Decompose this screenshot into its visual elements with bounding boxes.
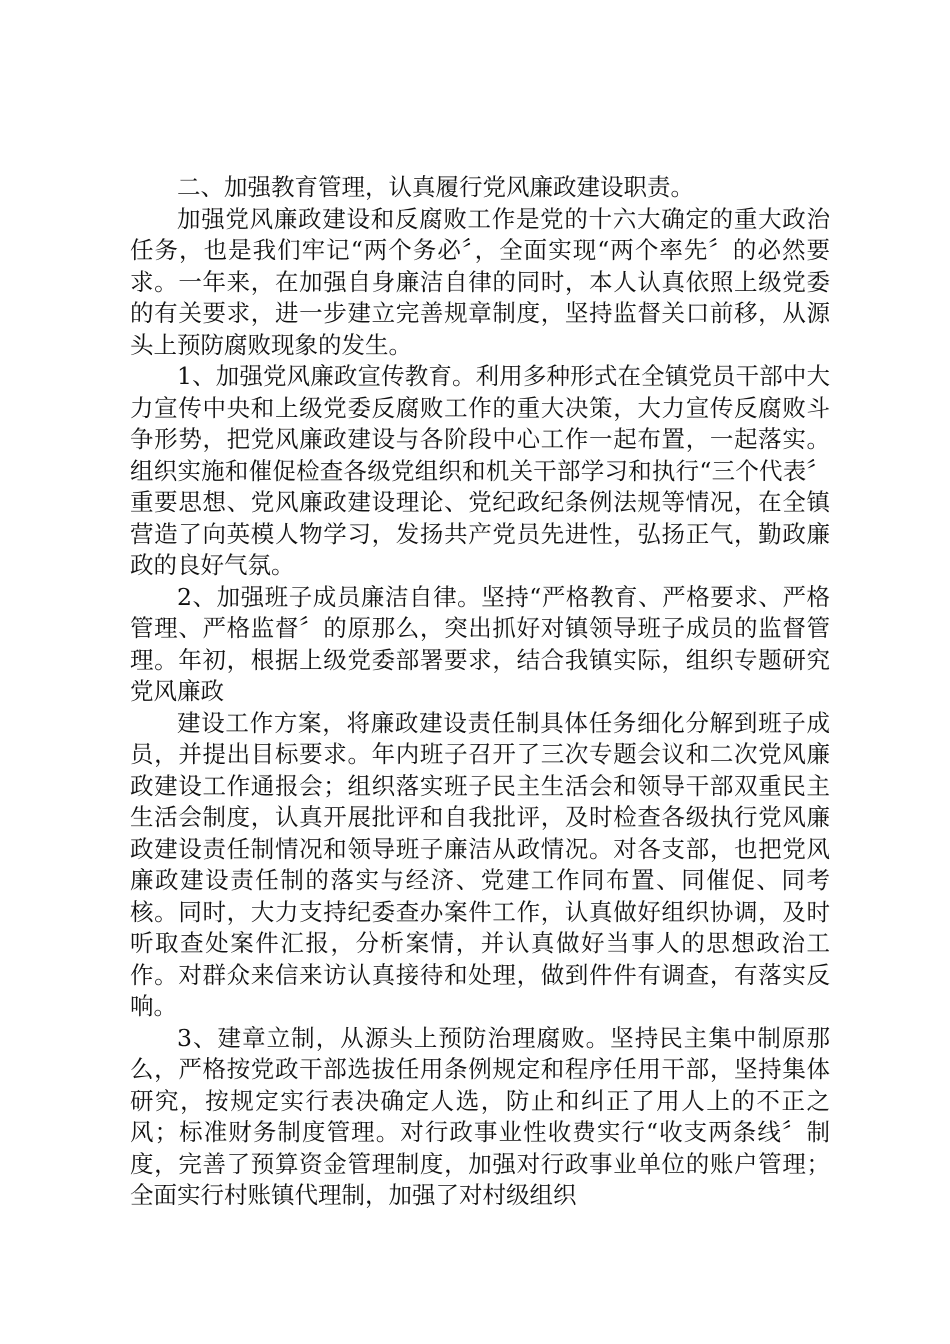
section-heading: 二、加强教育管理，认真履行党风廉政建设职责。 — [177, 173, 694, 201]
paragraph-item-2: 2、加强班子成员廉洁自律。坚持“严格教育、严格要求、严格管理、严格监督〞的原那么，突出抓好对镇领导班子成员的监督管理。年初，根据上级党委部署要求，结合我镇实际，组织专题研究党风廉政 — [130, 582, 830, 705]
paragraph-item-1: 1、加强党风廉政宣传教育。利用多种形式在全镇党员干部中大力宣传中央和上级党委反腐败工作的重大决策，大力宣传反腐败斗争形势，把党风廉政建设与各阶段中心工作一起布置，一起落实。组织实施和催促检查各级党组织和机关干部学习和执行“三个代表〞重要思想、党风廉政建设理论、党纪政纪条例法规等情况，在全镇营造了向英模人物学习，发扬共产党员先进性，弘扬正气，勤政廉政的良好气氛。 — [130, 362, 830, 579]
paragraph-item-3: 3、建章立制，从源头上预防治理腐败。坚持民主集中制原那么，严格按党政干部选拔任用条例规定和程序任用干部，坚持集体研究，按规定实行表决确定人选，防止和纠正了用人上的不正之风；标准财务制度管理。对行政事业性收费实行“收支两条线〞制度，完善了预算资金管理制度，加强对行政事业单位的账户管理；全面实行村账镇代理制，加强了对村级组织 — [130, 1023, 830, 1209]
paragraph-intro: 加强党风廉政建设和反腐败工作是党的十六大确定的重大政治任务，也是我们牢记“两个务必〞，全面实现“两个率先〞的必然要求。一年来，在加强自身廉洁自律的同时，本人认真依照上级党委的有关要求，进一步建立完善规章制度，坚持监督关口前移，从源头上预防腐败现象的发生。 — [130, 204, 830, 359]
paragraph-item-2-continued: 建设工作方案，将廉政建设责任制具体任务细化分解到班子成员，并提出目标要求。年内班子召开了三次专题会议和二次党风廉政建设工作通报会；组织落实班子民主生活会和领导干部双重民主生活会制度，认真开展批评和自我批评，及时检查各级执行党风廉政建设责任制情况和领导班子廉洁从政情况。对各支部，也把党风廉政建设责任制的落实与经济、党建工作同布置、同催促、同考核。同时，大力支持纪委查办案件工作，认真做好组织协调，及时听取查处案件汇报，分析案情，并认真做好当事人的思想政治工作。对群众来信来访认真接待和处理，做到件件有调查，有落实反响。 — [130, 708, 830, 1020]
document-page — [130, 172, 830, 1212]
